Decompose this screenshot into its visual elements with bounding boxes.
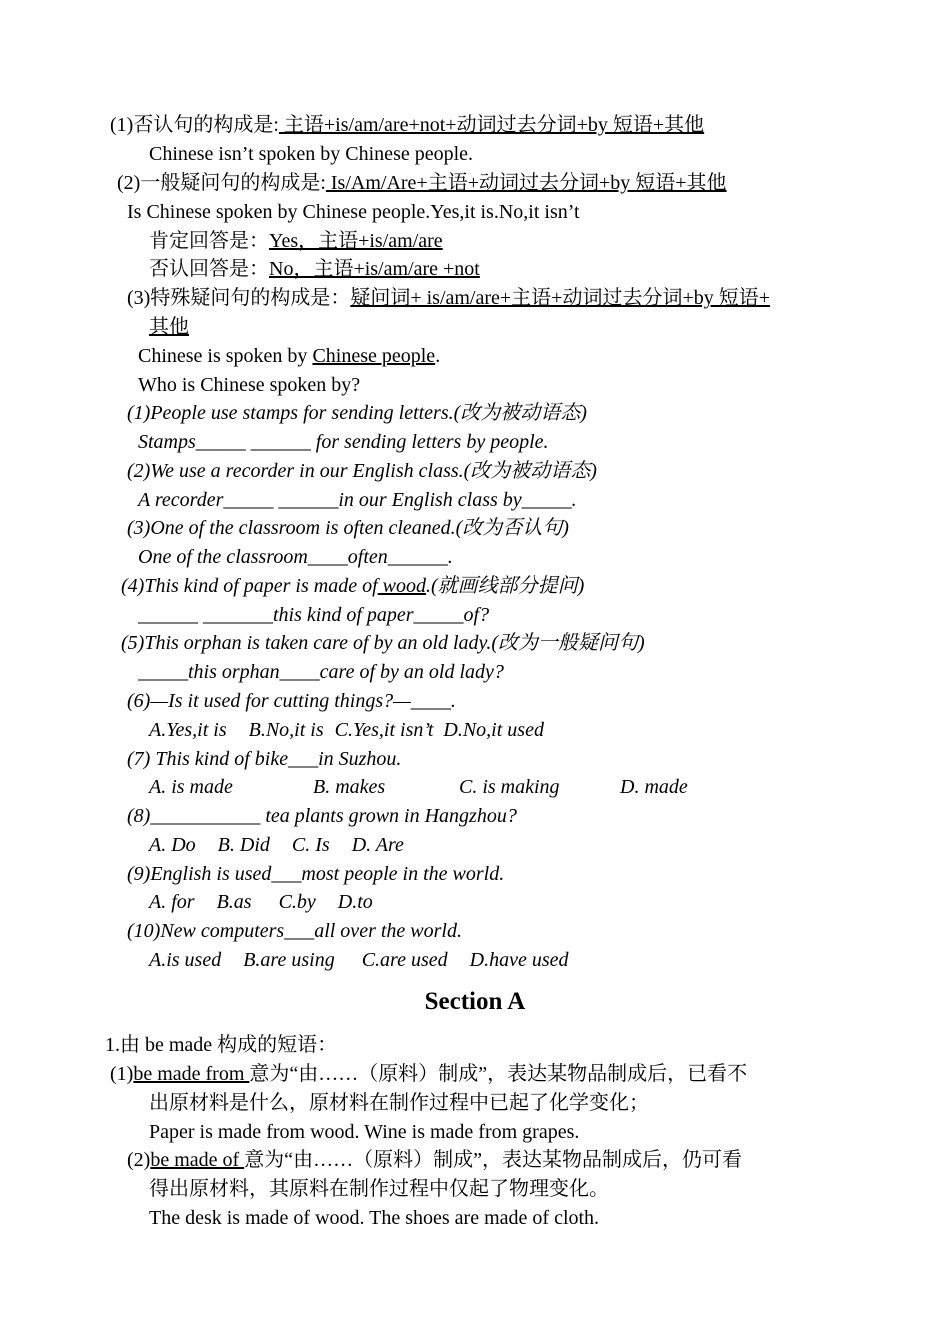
option-d: D.No,it used: [443, 719, 544, 741]
positive-answer-rule: [149, 227, 443, 255]
exercise-9-options: [149, 888, 373, 916]
exercise-1-blank: Stamps_____ ______ for sending letters by people.: [138, 431, 549, 453]
explanation-text: 意为“由……（原料）制成”，表达某物品制成后，已看不: [249, 1063, 748, 1085]
exercise-4-blank: ______ _______this kind of paper_____of?: [138, 604, 490, 626]
exercise-1: (1)People use stamps for sending letters.(改为被动语态): [127, 402, 587, 424]
option-b: B.are using: [243, 949, 335, 971]
negative-sentence-rule: [110, 111, 704, 139]
item-number: (2): [127, 1149, 151, 1171]
exercise-10-options: [149, 946, 568, 974]
option-d: D. made: [620, 776, 688, 798]
option-d: D. Are: [351, 834, 404, 856]
exercise-8-options: [149, 831, 404, 859]
option-d: D.to: [337, 891, 373, 913]
exercise-8: (8)___________ tea plants grown in Hangzhou?: [127, 805, 517, 827]
exercise-9: (9)English is used___most people in the world.: [127, 863, 505, 885]
section-title: Section A: [424, 988, 526, 1015]
option-c: C.Yes,it isn’t: [334, 719, 434, 741]
option-b: B.as: [216, 891, 252, 913]
be-made-of-example: The desk is made of wood. The shoes are made of cloth.: [149, 1207, 600, 1229]
option-d: D.have used: [469, 949, 569, 971]
rule-label: 肯定回答是：: [149, 230, 269, 252]
exercise-6: (6)—Is it used for cutting things?—____.: [127, 690, 456, 712]
exercise-text: (4)This kind of paper is made of: [121, 575, 378, 597]
exercise-text: .(就画线部分提问): [426, 575, 585, 597]
exercise-5-blank: _____this orphan____care of by an old lady?: [138, 661, 504, 683]
example-text: .: [435, 345, 441, 367]
underlined-phrase: be made from: [133, 1063, 250, 1085]
be-made-from-rule-cont: 出原材料是什么，原材料在制作过程中已起了化学变化；: [149, 1092, 649, 1114]
option-a: A. is made: [149, 776, 233, 798]
option-b: B. makes: [313, 776, 386, 798]
option-b: B.No,it is: [248, 719, 324, 741]
wh-question-rule: [127, 284, 770, 312]
rule-label: (3)特殊疑问句的构成是：: [127, 287, 351, 309]
exercise-7: (7) This kind of bike___in Suzhou.: [127, 748, 402, 770]
rule-label: (1)否认句的构成是:: [110, 114, 279, 136]
wh-question-rule-cont: 其他: [149, 316, 189, 338]
exercise-10: (10)New computers___all over the world.: [127, 920, 462, 942]
wh-example: [138, 342, 440, 370]
item-number: (1): [110, 1063, 134, 1085]
option-b: B. Did: [217, 834, 270, 856]
option-c: C. Is: [291, 834, 330, 856]
option-a: A. Do: [149, 834, 196, 856]
section-point-1: 1.由 be made 构成的短语：: [105, 1034, 338, 1056]
option-c: C. is making: [459, 776, 560, 798]
exercise-4: [121, 572, 584, 600]
exercise-2-blank: A recorder_____ ______in our English class by_____.: [138, 489, 577, 511]
exercise-5: (5)This orphan is taken care of by an old lady.(改为一般疑问句): [121, 632, 645, 654]
underlined-phrase: Chinese people: [312, 345, 436, 367]
rule-label: 否认回答是：: [149, 258, 269, 280]
rule-formula: Is/Am/Are+主语+动词过去分词+by 短语+其他: [325, 172, 727, 194]
negative-answer-rule: [149, 255, 480, 283]
rule-label: (2)一般疑问句的构成是:: [117, 172, 326, 194]
yes-no-question-rule: [117, 169, 727, 197]
option-a: A. for: [149, 891, 195, 913]
exercise-3-blank: One of the classroom____often______.: [138, 546, 453, 568]
explanation-text: 意为“由……（原料）制成”，表达某物品制成后，仍可看: [244, 1149, 742, 1171]
option-c: C.by: [278, 891, 316, 913]
exercise-6-options: [149, 716, 544, 744]
yes-no-example: Is Chinese spoken by Chinese people.Yes,it is.No,it isn’t: [127, 201, 580, 223]
be-made-of-rule-cont: 得出原材料，其原料在制作过程中仅起了物理变化。: [149, 1178, 609, 1200]
rule-formula: No，主语+is/am/are +not: [269, 258, 480, 280]
option-a: A.Yes,it is: [149, 719, 227, 741]
be-made-of-rule: [127, 1146, 742, 1174]
be-made-from-rule: [110, 1060, 747, 1088]
rule-formula: Yes，主语+is/am/are: [269, 230, 443, 252]
negative-example: Chinese isn’t spoken by Chinese people.: [149, 143, 474, 165]
rule-formula: 疑问词+ is/am/are+主语+动词过去分词+by 短语+: [350, 287, 771, 309]
exercise-3: (3)One of the classroom is often cleaned.(改为否认句): [127, 517, 569, 539]
underlined-phrase: be made of: [150, 1149, 245, 1171]
underlined-word: wood: [377, 575, 426, 597]
rule-formula: 主语+is/am/are+not+动词过去分词+by 短语+其他: [278, 114, 705, 136]
option-c: C.are used: [361, 949, 448, 971]
be-made-from-example: Paper is made from wood. Wine is made from grapes.: [149, 1121, 580, 1143]
example-text: Chinese is spoken by: [138, 345, 313, 367]
exercise-2: (2)We use a recorder in our English class.(改为被动语态): [127, 460, 597, 482]
wh-example-question: Who is Chinese spoken by?: [138, 374, 361, 396]
option-a: A.is used: [149, 949, 222, 971]
